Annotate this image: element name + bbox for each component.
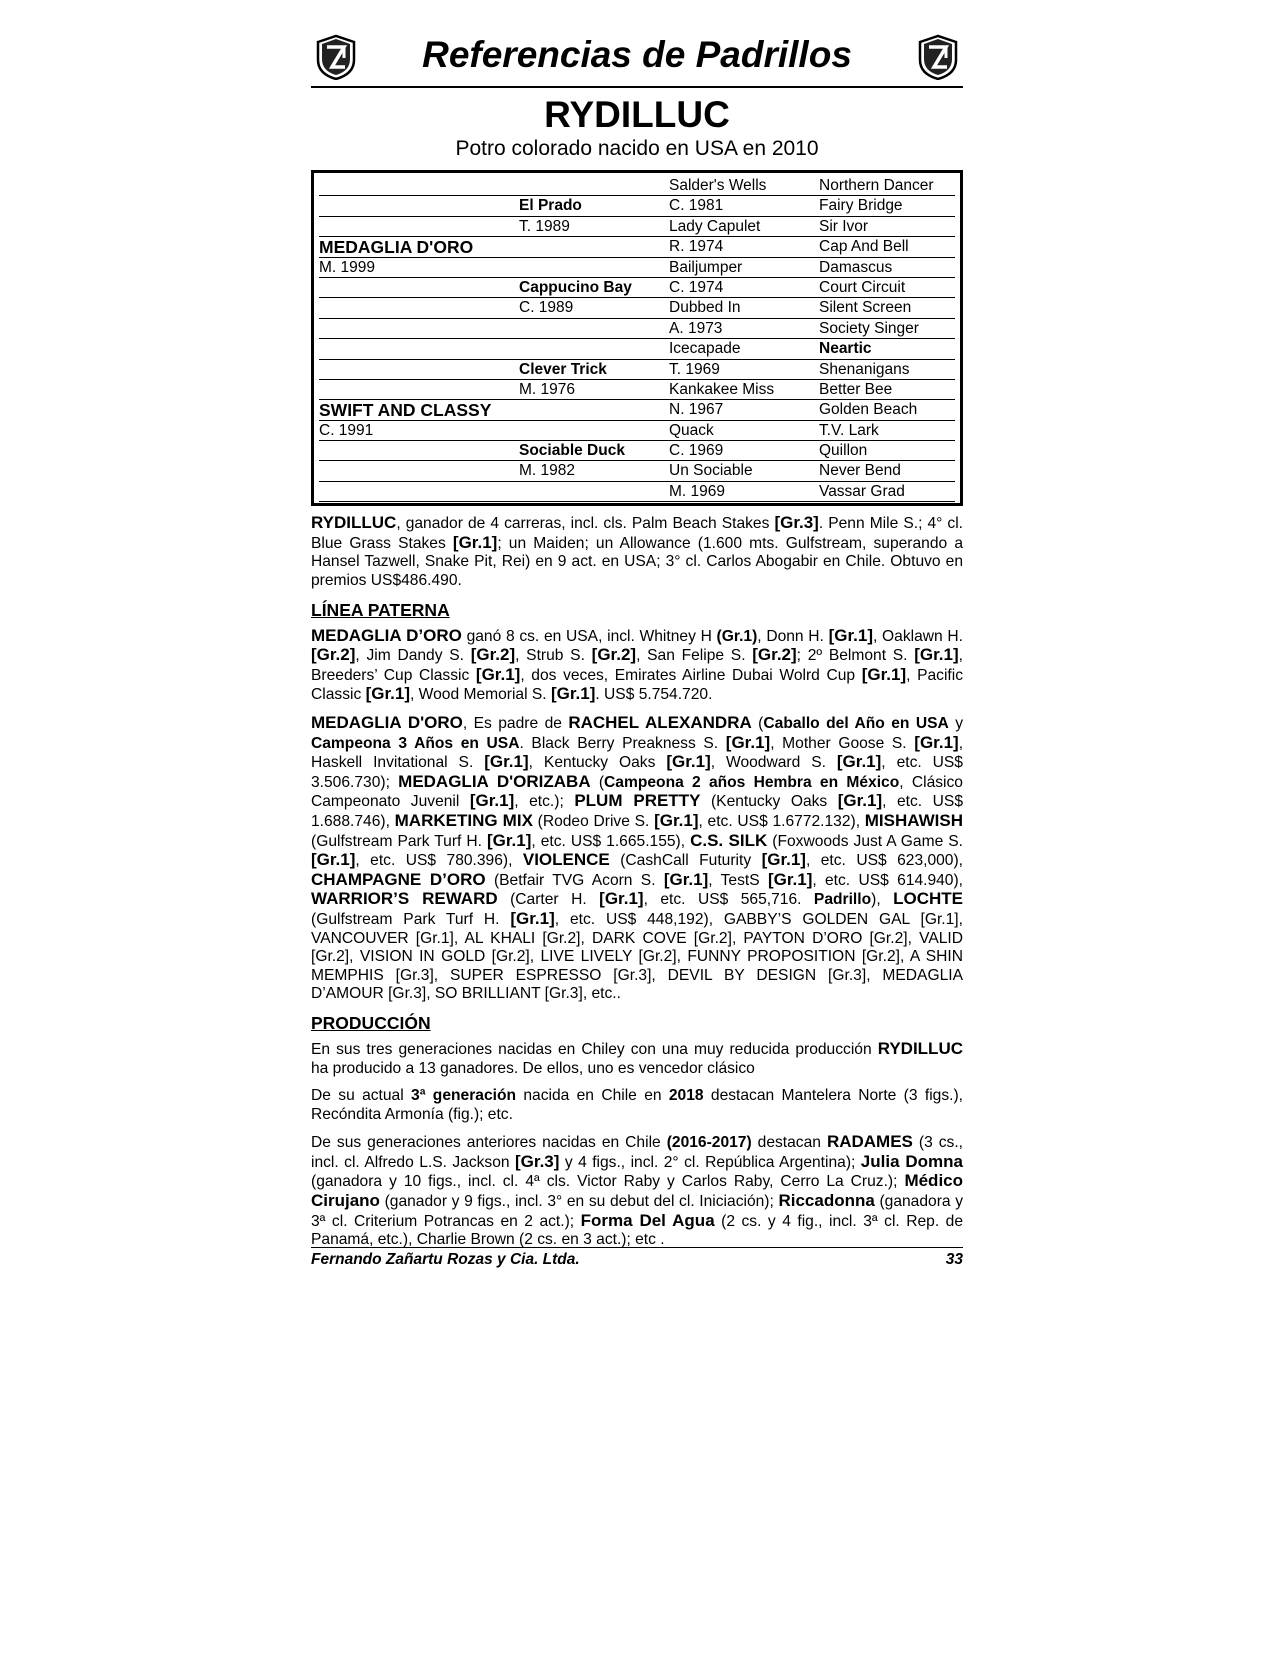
bold-text: LOCHTE: [893, 889, 964, 909]
pedigree-cell: C. 1989: [519, 299, 574, 317]
bold-text: MEDAGLIA D’ORO: [311, 625, 462, 645]
pedigree-cell: Fairy Bridge: [819, 197, 903, 215]
bold-text: Padrillo: [813, 891, 872, 909]
grade-label: [Gr.1]: [914, 645, 959, 665]
pedigree-row: [319, 441, 955, 461]
grade-label: [Gr.1]: [666, 752, 711, 772]
pedigree-cell: Northern Dancer: [819, 177, 934, 194]
grade-label: [Gr.2]: [752, 645, 797, 665]
text: . Black Berry Preakness S.: [519, 734, 726, 752]
pedigree-cell: Dubbed In: [669, 299, 741, 317]
grade-label: [Gr.1]: [725, 732, 771, 752]
bold-text: 3ª generación: [411, 1087, 517, 1105]
pedigree-row: [319, 319, 955, 339]
text: ,: [349, 948, 360, 966]
bold-text: Campeona 3 Años en USA: [311, 734, 520, 752]
pedigree-cell: M. 1982: [519, 462, 576, 480]
pedigree-cell: C. 1974: [669, 278, 724, 296]
linea-paterna-paragraph-1: [311, 627, 963, 705]
grade-label: [Gr.1]: [663, 869, 709, 889]
bold-text: Campeona 2 años Hembra en México: [604, 773, 900, 791]
pedigree-row: [319, 461, 955, 481]
text: nacida en Chile en: [516, 1087, 669, 1105]
pedigree-cell: Un Sociable: [669, 462, 753, 480]
pedigree-cell: Icecapade: [669, 340, 741, 358]
pedigree-cell: Quillon: [819, 442, 868, 460]
bold-text: C.S. SILK: [690, 830, 768, 850]
pedigree-cell: T. 1969: [669, 360, 720, 378]
text: . US$ 5.754.720.: [595, 686, 713, 704]
text: (ganador y 9 figs., incl. 3° en su debut del cl. Iniciación);: [379, 1193, 779, 1211]
grade-label: [Gr.3]: [774, 513, 819, 533]
text: , etc.);: [514, 793, 575, 811]
pedigree-cell: Damascus: [819, 258, 893, 276]
grade-label: [Gr.3]: [515, 1151, 560, 1171]
text: (Rodeo Drive S.: [532, 812, 655, 830]
pedigree-cell: C. 1991: [319, 421, 374, 439]
text: VISION IN GOLD [Gr.2]: [359, 948, 530, 966]
pedigree-row: [319, 176, 955, 196]
grade-label: [Gr.1]: [311, 850, 356, 870]
bold-text: CHAMPAGNE D’ORO: [311, 869, 486, 889]
bold-text: VIOLENCE: [522, 850, 610, 870]
pedigree-cell: Neartic: [819, 340, 872, 358]
pedigree-cell: Cappucino Bay: [519, 278, 632, 296]
pedigree-cell: El Prado: [519, 197, 582, 215]
bold-text: (Gr.1): [716, 627, 758, 645]
pedigree-cell: A. 1973: [669, 319, 723, 337]
pedigree-cell: MEDAGLIA D'ORO: [319, 237, 474, 258]
pedigree-cell: N. 1967: [669, 401, 724, 419]
pedigree-cell: Clever Trick: [519, 360, 607, 378]
horse-name: RYDILLUC: [544, 94, 730, 135]
bold-text: RACHEL ALEXANDRA: [568, 713, 752, 732]
section-heading-linea-paterna: LÍNEA PATERNA: [311, 599, 450, 620]
grade-label: [Gr.1]: [484, 752, 529, 772]
text: , etc. US$ 3.506.730);: [311, 754, 963, 791]
text: , Es padre de: [462, 715, 569, 732]
text: , Wood Memorial S.: [410, 686, 551, 704]
produccion-paragraph-2: [311, 1087, 963, 1124]
text: , Strub S.: [515, 647, 592, 665]
text: ,: [453, 929, 465, 947]
text: , ganador de 4 carreras, incl. cls. Palm Beach Stakes: [396, 515, 775, 533]
pedigree-row: [319, 421, 955, 441]
grade-label: [Gr.2]: [311, 645, 356, 665]
body-text: [311, 514, 963, 1250]
text: SUPER ESPRESSO [Gr.3]: [450, 966, 652, 984]
grade-label: [Gr.1]: [767, 869, 813, 889]
text: , Jim Dandy S.: [355, 647, 471, 665]
bold-text: WARRIOR’S REWARD: [311, 889, 498, 909]
bold-text: RYDILLUC: [877, 1038, 963, 1058]
text: , etc. US$ 623,000),: [805, 852, 963, 870]
text: FUNNY PROPOSITION [Gr.2]: [687, 948, 900, 966]
page-number: 33: [945, 1251, 963, 1268]
grade-label: [Gr.2]: [591, 645, 637, 665]
text: ,: [907, 929, 920, 947]
pedigree-row: [319, 298, 955, 318]
text: (ganadora y 10 figs., incl. cl. 4ª cls. Victor Raby y Carlos Raby, Cerro La Cruz.);: [311, 1173, 905, 1191]
grade-label: [Gr.1]: [365, 684, 410, 704]
bold-text: RADAMES: [826, 1132, 913, 1152]
linea-paterna-paragraph-2: [311, 714, 963, 1004]
horse-subtitle: Potro colorado nacido en USA en 2010: [455, 137, 819, 160]
pedigree-row: [319, 482, 955, 502]
pedigree-row: [319, 237, 955, 257]
text: , Donn H.: [757, 627, 829, 645]
grade-label: [Gr.1]: [486, 830, 532, 850]
grade-label: [Gr.1]: [836, 752, 882, 772]
text: ,: [899, 948, 910, 966]
grade-label: [Gr.1]: [828, 625, 874, 645]
grade-label: [Gr.1]: [761, 850, 806, 870]
text: , Oaklawn H.: [873, 627, 964, 645]
text: (: [590, 773, 605, 791]
text: , Clásico Campeonato Juvenil: [311, 773, 963, 811]
text: ,: [958, 910, 963, 928]
bold-text: Julia Domna: [860, 1151, 963, 1171]
grade-label: [Gr.1]: [599, 889, 644, 909]
text: , etc. US$ 1.688.746),: [311, 793, 963, 830]
text: , dos veces, Emirates Airline Dubai Wolrd Cup: [520, 666, 862, 684]
text: En sus tres generaciones nacidas en Chiley con una muy reducida producción: [311, 1040, 878, 1058]
pedigree-cell: Society Singer: [819, 319, 919, 337]
produccion-paragraph-3: [311, 1133, 963, 1250]
text: , Woodward S.: [710, 754, 837, 772]
pedigree-cell: R. 1974: [669, 238, 724, 256]
pedigree-cell: Sir Ivor: [819, 217, 869, 235]
pedigree-cell: Silent Screen: [819, 299, 912, 317]
pedigree-cell: SWIFT AND CLASSY: [319, 400, 492, 421]
pedigree-cell: Golden Beach: [819, 401, 918, 419]
grade-label: [Gr.1]: [837, 791, 883, 811]
page-header-title: Referencias de Padrillos: [422, 34, 852, 75]
text: (Foxwoods Just A Game S.: [767, 832, 963, 850]
text: A SHIN MEMPHIS [Gr.3]: [311, 948, 964, 984]
bold-text: Médico Cirujano: [311, 1171, 963, 1211]
footer-company: Fernando Zañartu Rozas y Cia. Ltda.: [311, 1251, 580, 1268]
grade-label: [Gr.1]: [452, 532, 498, 552]
text: ,: [426, 985, 435, 1003]
pedigree-cell: Never Bend: [819, 462, 901, 480]
text: (Betfair TVG Acorn S.: [485, 871, 664, 889]
pedigree-row: [319, 196, 955, 216]
bold-text: (2016-2017): [666, 1134, 752, 1152]
text: ,: [676, 948, 688, 966]
pedigree-cell: C. 1981: [669, 197, 724, 215]
pedigree-table: [311, 170, 963, 506]
text: ; un Maiden; un Allowance (1.600 mts. Gulfstream, superando a Hansel Tazwell, Snake Pit, Rei) en 9 act. en USA; 3° cl. Carlos Abogabir en Chile. Obtuvo en premios US$486.490.: [311, 534, 963, 590]
text: De su actual: [311, 1087, 412, 1105]
section-heading-produccion: PRODUCCIÓN: [311, 1012, 431, 1033]
pedigree-row: [319, 339, 955, 359]
pedigree-cell: Lady Capulet: [669, 217, 761, 235]
text: y 4 figs., incl. 2° cl. República Argentina);: [559, 1153, 861, 1171]
bold-text: PLUM PRETTY: [574, 791, 701, 811]
pedigree-cell: Shenanigans: [819, 360, 910, 378]
grade-label: [Gr.2]: [470, 645, 516, 665]
text: ,: [731, 929, 744, 947]
text: . Penn Mile S.; 4° cl. Blue Grass Stakes: [311, 515, 963, 552]
pedigree-cell: M. 1999: [319, 258, 376, 276]
text: ,: [529, 948, 541, 966]
page: [311, 30, 963, 1259]
text: DEVIL BY DESIGN [Gr.3]: [667, 966, 867, 984]
pedigree-cell: M. 1969: [669, 482, 726, 500]
bold-text: 2018: [668, 1087, 704, 1105]
grade-label: [Gr.1]: [550, 684, 596, 704]
pedigree-row: [319, 400, 955, 420]
text: SO BRILLIANT [Gr.3]: [434, 985, 583, 1003]
pedigree-cell: Salder's Wells: [669, 177, 767, 194]
pedigree-cell: Better Bee: [819, 380, 893, 398]
text: ,: [651, 966, 668, 984]
text: (2 cs. y 4 fig., incl. 3ª cl. Rep. de Panamá, etc.), Charlie Brown (2 cs. en 3 act.); etc .: [311, 1212, 963, 1249]
page-header: [311, 30, 963, 88]
text: ),: [871, 891, 894, 909]
grade-label: [Gr.1]: [510, 908, 555, 928]
text: , TestS: [708, 871, 768, 889]
text: , San Felipe S.: [636, 647, 753, 665]
pedigree-cell: Cap And Bell: [819, 238, 909, 256]
text: DARK COVE [Gr.2]: [592, 929, 732, 947]
pedigree-row: [319, 380, 955, 400]
pedigree-cell: T.V. Lark: [819, 421, 879, 439]
pedigree-cell: Court Circuit: [819, 278, 906, 296]
pedigree-cell: Vassar Grad: [819, 482, 905, 500]
text: (ganadora y 3ª cl. Criterium Potrancas en 2 act.);: [311, 1193, 963, 1230]
text: , etc..: [582, 985, 621, 1003]
text: (Gulfstream Park Turf H.: [311, 832, 487, 850]
pedigree-cell: M. 1976: [519, 380, 576, 398]
grade-label: [Gr.1]: [469, 791, 515, 811]
text: y: [948, 715, 963, 732]
text: , etc. US$ 565,716.: [643, 891, 814, 909]
pedigree-cell: Sociable Duck: [519, 442, 625, 460]
text: destacan Mantelera Norte (3 figs.), Recóndita Armonía (fig.); etc.: [311, 1087, 964, 1123]
text: , Breeders’ Cup Classic: [311, 647, 963, 684]
text: ganó 8 cs. en USA, incl. Whitney H: [461, 627, 717, 645]
text: , Kentucky Oaks: [528, 754, 667, 772]
text: (: [751, 715, 764, 732]
bold-text: MISHAWISH: [864, 810, 963, 830]
text: destacan: [751, 1134, 827, 1152]
bold-text: Forma Del Agua: [580, 1210, 715, 1230]
horse-name-inline: RYDILLUC: [311, 513, 397, 533]
text: MEDAGLIA D’AMOUR [Gr.3]: [311, 966, 963, 1003]
pedigree-row: [319, 360, 955, 380]
text: PAYTON D’ORO [Gr.2]: [743, 929, 908, 947]
race-record-paragraph: [311, 514, 963, 590]
pedigree-cell: Kankakee Miss: [669, 380, 775, 398]
bold-text: Caballo del Año en USA: [763, 715, 949, 732]
text: AL KHALI [Gr.2]: [464, 929, 581, 947]
pedigree-row: [319, 217, 955, 237]
text: ; 2º Belmont S.: [796, 647, 915, 665]
bold-text: MEDAGLIA D'ORIZABA: [398, 771, 591, 791]
text: VANCOUVER [Gr.1]: [311, 929, 454, 947]
text: ha producido a 13 ganadores. De ellos, uno es vencedor clásico: [311, 1059, 755, 1077]
text: , etc. US$ 1.6772.132),: [698, 812, 865, 830]
text: (Gulfstream Park Turf H.: [311, 910, 511, 928]
pedigree-row: [319, 278, 955, 298]
text: ,: [433, 966, 450, 984]
text: , etc. US$ 780.396),: [355, 852, 523, 870]
pedigree-cell: C. 1969: [669, 442, 724, 460]
grade-label: [Gr.1]: [475, 664, 521, 684]
text: (Kentucky Oaks: [700, 793, 838, 811]
bold-text: MEDAGLIA D'ORO: [311, 713, 463, 732]
text: , etc. US$ 614.940),: [812, 871, 963, 889]
text: De sus generaciones anteriores nacidas en Chile: [311, 1134, 667, 1152]
grade-label: [Gr.1]: [914, 732, 959, 752]
text: (Carter H.: [497, 891, 600, 909]
text: ,: [580, 929, 592, 947]
text: VALID [Gr.2]: [311, 929, 964, 966]
text: , Mother Goose S.: [770, 734, 915, 752]
text: , etc. US$ 448,192),: [554, 910, 724, 928]
bold-text: Riccadonna: [778, 1191, 875, 1211]
text: , Pacific Classic: [311, 666, 964, 704]
text: (3 cs., incl. cl. Alfredo L.S. Jackson: [311, 1134, 963, 1171]
text: , Haskell Invitational S.: [311, 734, 964, 772]
pedigree-cell: Quack: [669, 421, 714, 439]
produccion-paragraph-1: [311, 1040, 963, 1078]
bold-text: MARKETING MIX: [394, 810, 533, 830]
pedigree-cell: T. 1989: [519, 217, 570, 235]
pedigree-cell: Bailjumper: [669, 258, 743, 276]
text: ,: [866, 966, 883, 984]
grade-label: [Gr.1]: [861, 664, 907, 684]
text: GABBY’S GOLDEN GAL [Gr.1]: [723, 910, 959, 928]
pedigree-row: [319, 258, 955, 278]
text: , etc. US$ 1.665.155),: [531, 832, 691, 850]
zr-logo-icon: [916, 34, 960, 80]
page-footer: [311, 1247, 963, 1269]
text: (CashCall Futurity: [609, 852, 762, 870]
grade-label: [Gr.1]: [654, 810, 699, 830]
text: LIVE LIVELY [Gr.2]: [540, 948, 677, 966]
